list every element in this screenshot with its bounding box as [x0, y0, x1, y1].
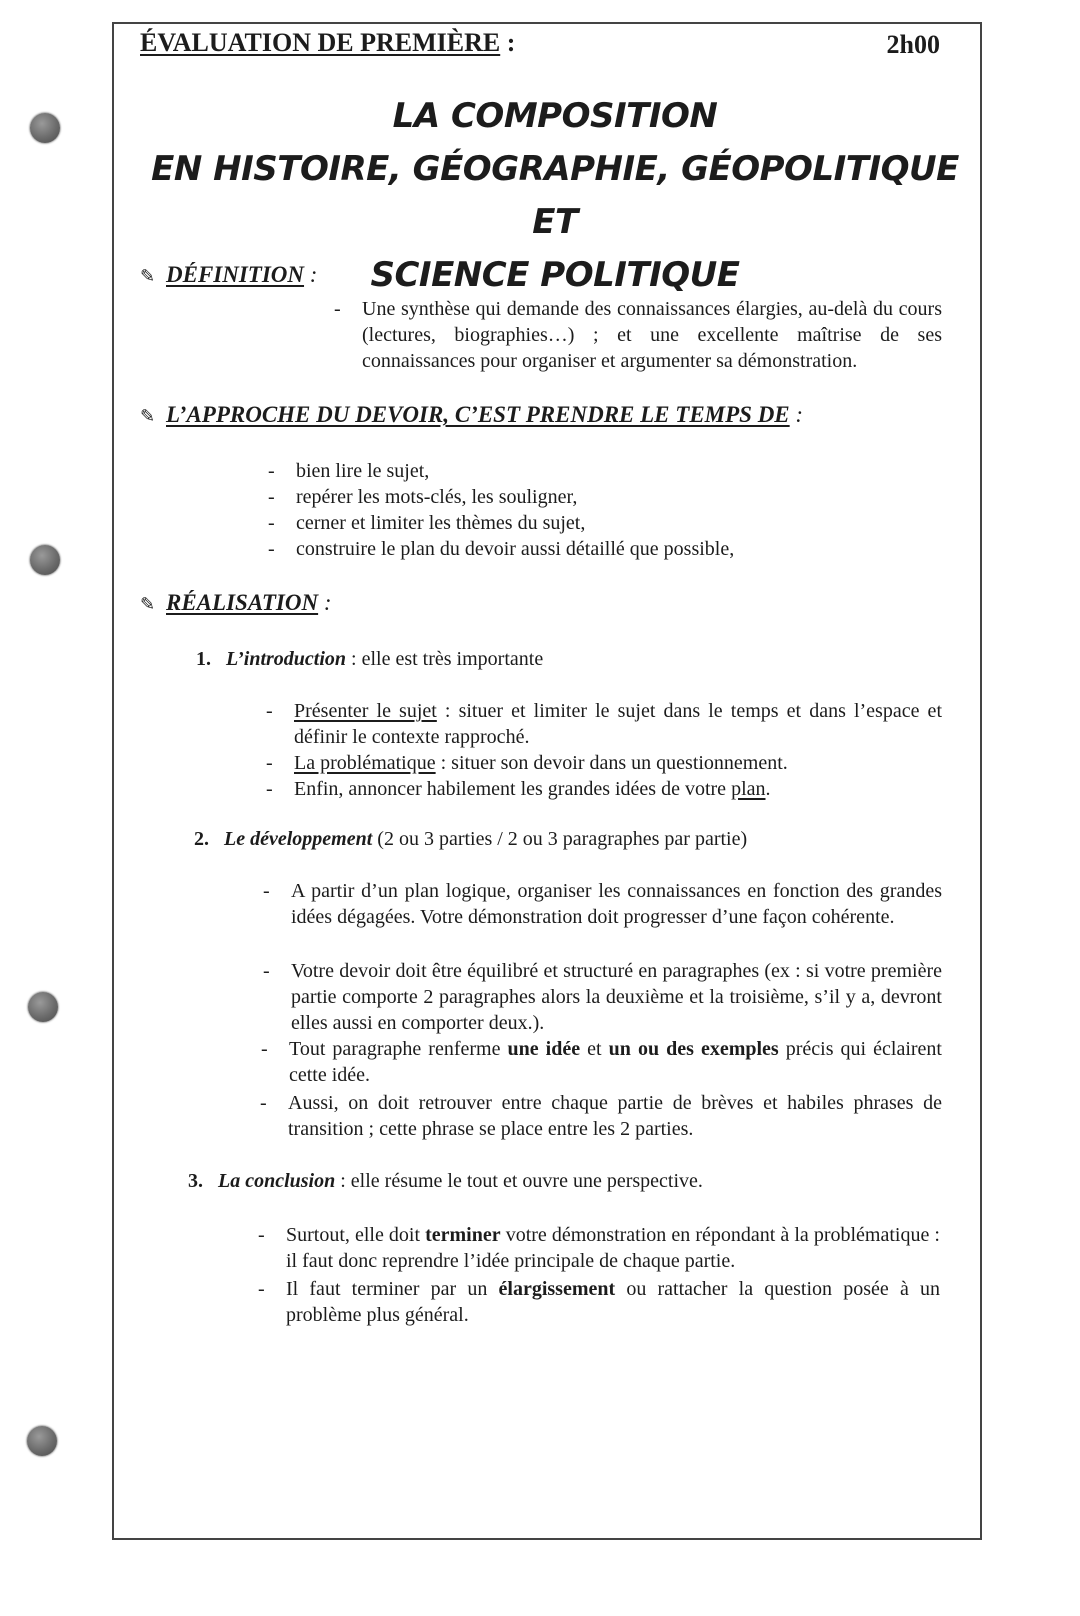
exam-duration: 2h00 — [886, 30, 940, 59]
list-item: - La problématique : situer son devoir dans un questionnement. — [266, 752, 788, 774]
realisation-heading: ✎ RÉALISATION : — [140, 590, 332, 615]
list-item: - Enfin, annoncer habilement les grandes idées de votre plan. — [266, 778, 771, 800]
list-item: - construire le plan du devoir aussi détaillé que possible, — [268, 538, 735, 560]
exam-title: ÉVALUATION DE PREMIÈRE : — [140, 28, 516, 57]
list-item: - cerner et limiter les thèmes du sujet, — [268, 512, 586, 534]
header-line — [140, 28, 940, 68]
list-item: - Présenter le sujet : situer et limiter le sujet dans le temps et dans l’espace et définir le contexte rapproché. — [266, 700, 942, 748]
pencil-icon: ✎ — [140, 406, 156, 426]
list-item: - bien lire le sujet, — [268, 460, 430, 482]
pencil-icon: ✎ — [140, 266, 156, 286]
list-item: - repérer les mots-clés, les souligner, — [268, 486, 578, 508]
list-item: - Tout paragraphe renferme une idée et un ou des exemples précis qui éclairent cette idée. — [261, 1038, 942, 1086]
binder-hole — [30, 113, 60, 143]
list-item: - Votre devoir doit être équilibré et structuré en paragraphes (ex : si votre première partie comporte 2 paragraphes alors la deuxième et la troisième, s’il y a, devront elles aussi en comporter deux.). — [263, 960, 942, 1034]
title-line-3: SCIENCE POLITIQUE — [370, 255, 740, 295]
binder-hole — [28, 992, 58, 1022]
list-item: - Surtout, elle doit terminer votre démonstration en répondant à la problématique : il faut donc reprendre l’idée principale de chaque partie. — [258, 1224, 940, 1272]
pencil-icon: ✎ — [140, 594, 156, 614]
conclusion-heading: 3. La conclusion : elle résume le tout et ouvre une perspective. — [188, 1170, 703, 1192]
approach-heading: ✎ L’APPROCHE DU DEVOIR, C’EST PRENDRE LE TEMPS DE : — [140, 402, 804, 427]
list-item: - A partir d’un plan logique, organiser les connaissances en fonction des grandes idées dégagées. Votre démonstration doit progresser d’une façon cohérente. — [263, 880, 942, 928]
title-line-1: LA COMPOSITION — [392, 96, 718, 136]
list-item: - Aussi, on doit retrouver entre chaque partie de brèves et habiles phrases de transition ; cette phrase se place entre les 2 parties. — [260, 1092, 942, 1140]
development-heading: 2. Le développement (2 ou 3 parties / 2 ou 3 paragraphes par partie) — [194, 828, 748, 850]
binder-hole — [27, 1426, 57, 1456]
introduction-heading: 1. L’introduction : elle est très importante — [196, 648, 544, 670]
binder-hole — [30, 545, 60, 575]
title-line-2: EN HISTOIRE, GÉOGRAPHIE, GÉOPOLITIQUE ET — [151, 149, 959, 242]
definition-text: - Une synthèse qui demande des connaissances élargies, au-delà du cours (lectures, biographies…) ; et une excellente maîtrise de ses connaissances pour organiser et argumenter sa démonstration. — [334, 298, 942, 372]
definition-heading: ✎ DÉFINITION : — [140, 262, 318, 287]
list-item: - Il faut terminer par un élargissement ou rattacher la question posée à un problème plus général. — [258, 1278, 941, 1326]
